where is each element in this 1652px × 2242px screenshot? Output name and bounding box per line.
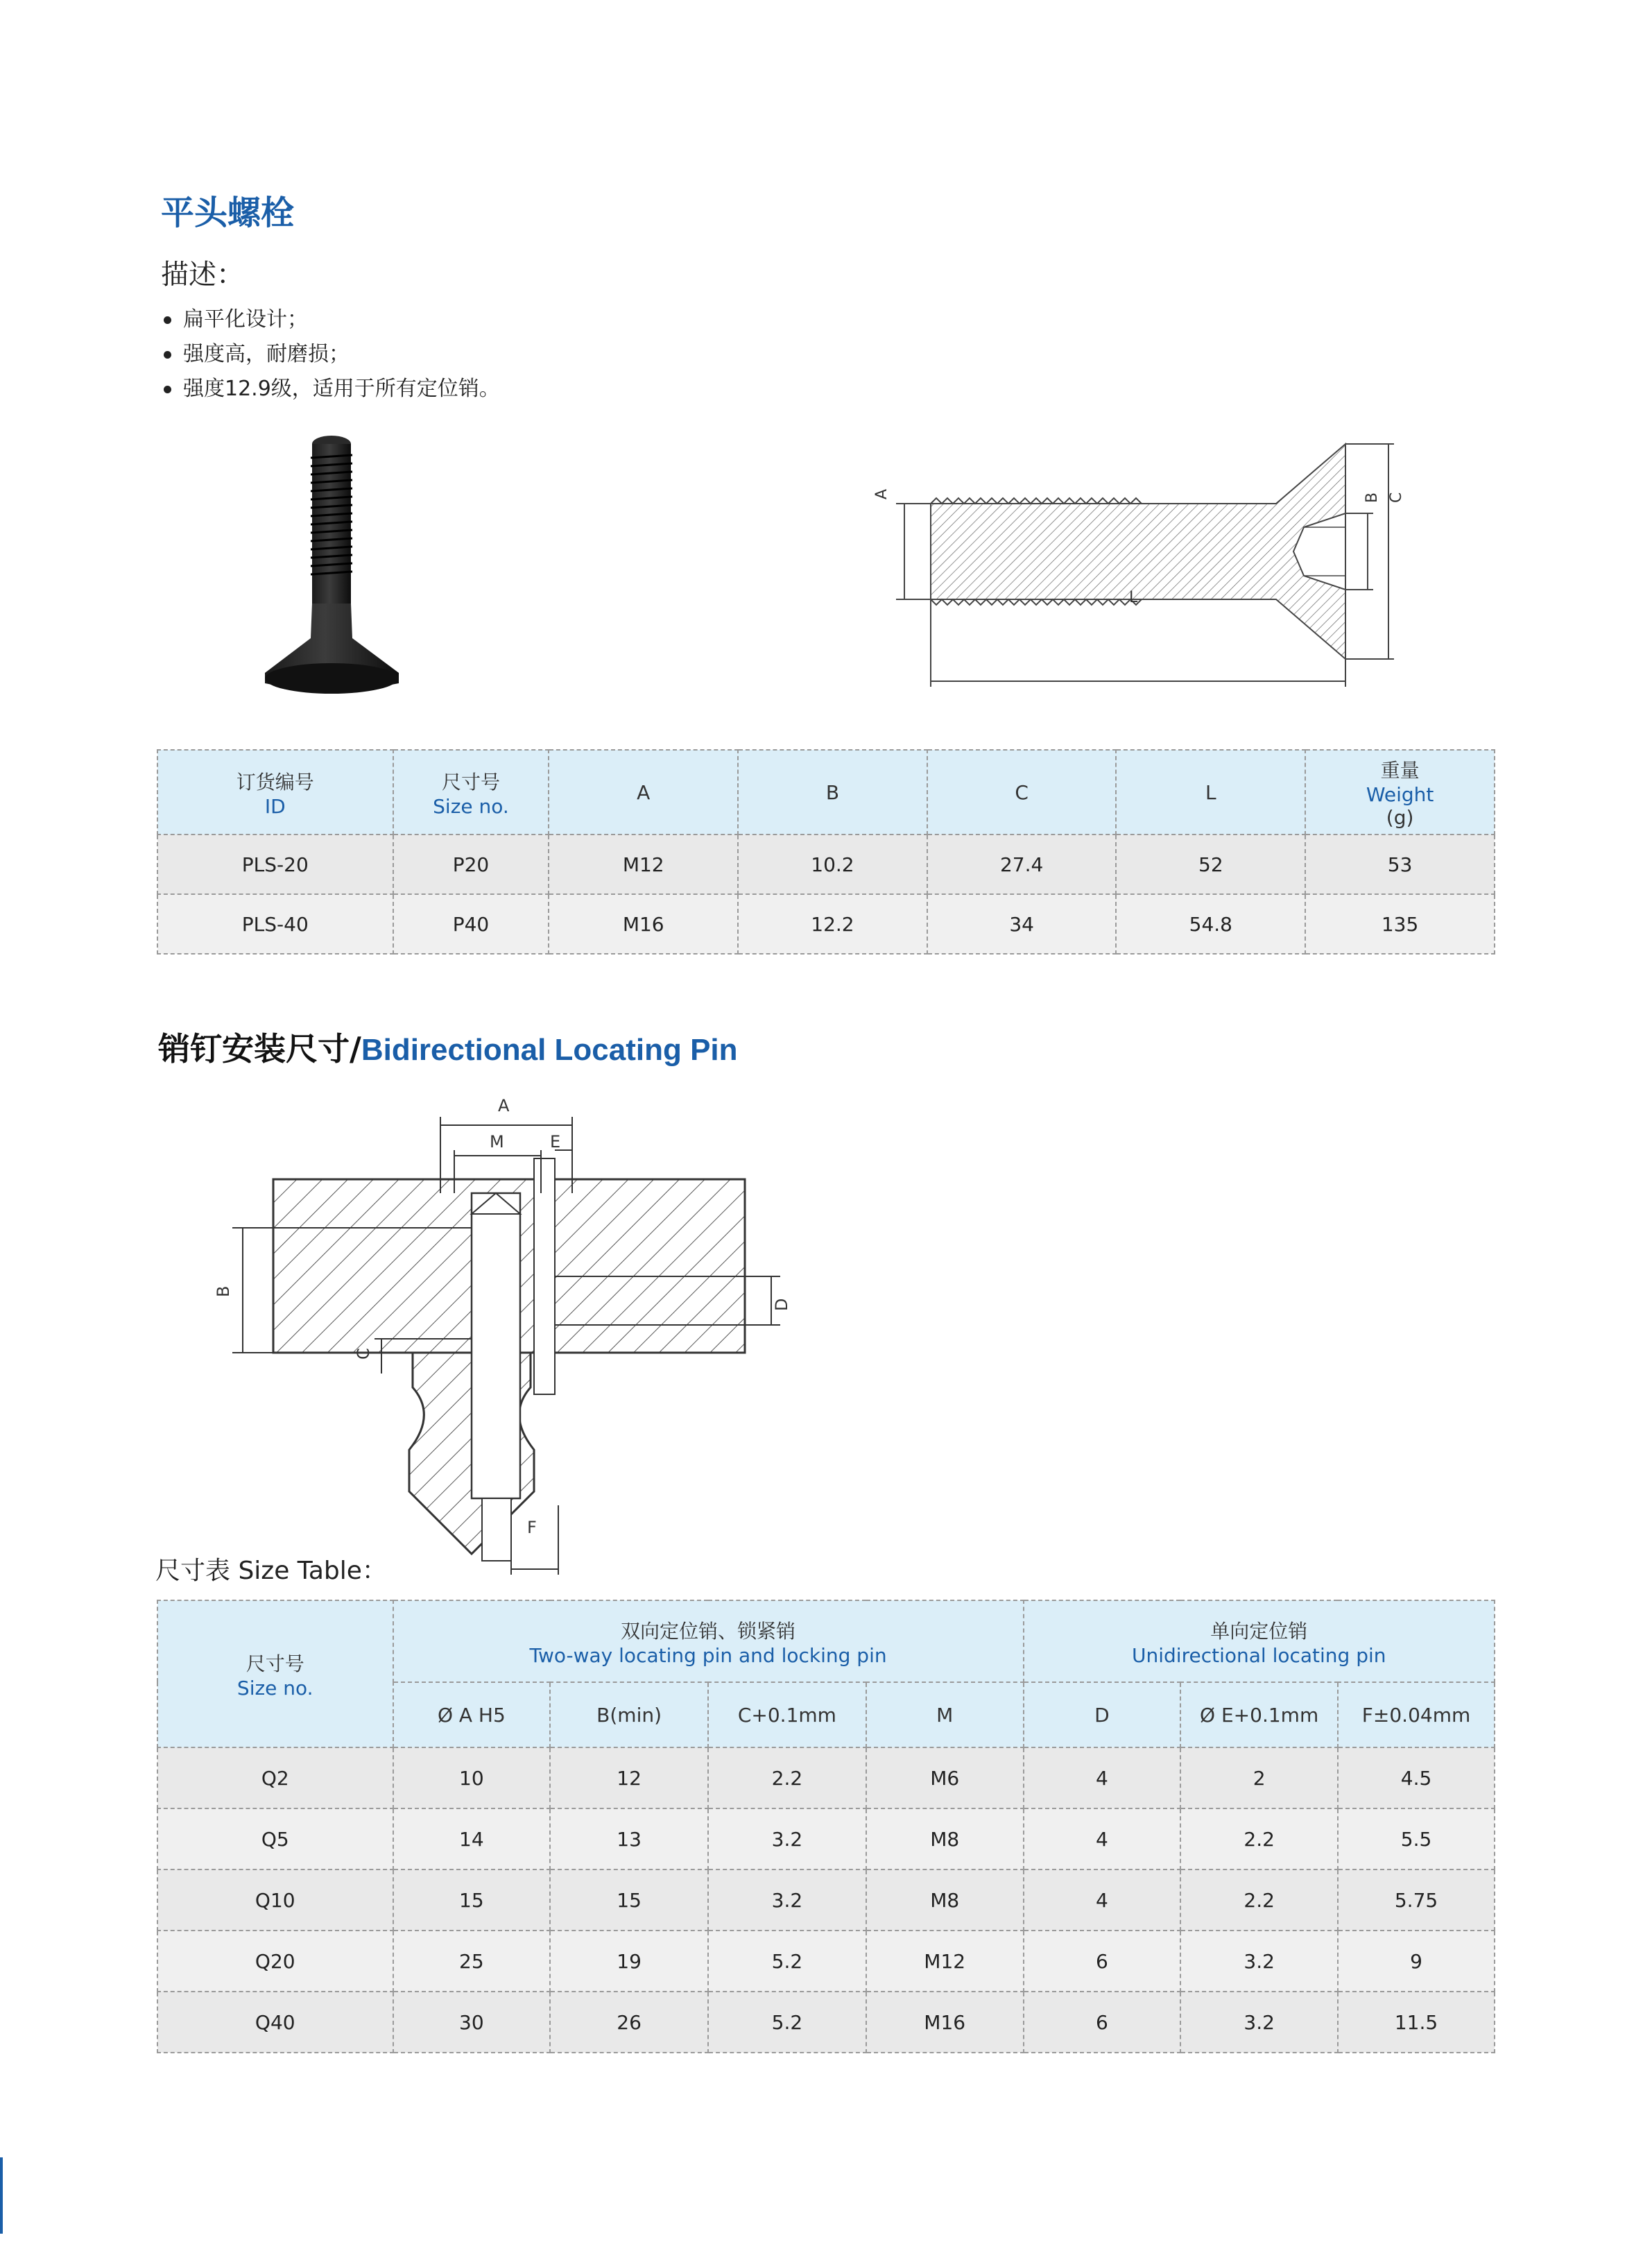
table-cell: Q10: [157, 1869, 393, 1931]
table-cell: M16: [866, 1992, 1024, 2053]
table-cell: 14: [393, 1808, 551, 1869]
header-cell: B: [738, 750, 927, 835]
header-cell: C: [927, 750, 1117, 835]
table-cell: Q2: [157, 1747, 393, 1808]
header-cell: 尺寸号 Size no.: [393, 750, 549, 835]
header-cell: B(min): [550, 1682, 708, 1747]
description-label: 描述：: [161, 259, 244, 291]
table-cell: M6: [866, 1747, 1024, 1808]
header-cell: 尺寸号 Size no.: [157, 1600, 393, 1747]
header-cell: L: [1116, 750, 1305, 835]
table-cell: 26: [550, 1992, 708, 2053]
header-group-cell: 双向定位销、锁紧销 Two-way locating pin and locking pin: [393, 1600, 1024, 1682]
table-cell: 53: [1305, 835, 1495, 894]
table-cell: 3.2: [1180, 1992, 1338, 2053]
feature-item: 强度高，耐磨损；: [161, 337, 500, 372]
table-cell: 6: [1024, 1931, 1181, 1992]
dim-f-label: F: [527, 1518, 537, 1537]
table-row: [157, 894, 1495, 954]
table-cell: PLS-40: [157, 894, 393, 954]
table-cell: 3.2: [708, 1808, 866, 1869]
bolt-photo: [250, 430, 416, 708]
table-cell: 34: [927, 894, 1117, 954]
dim-l-label: L: [1129, 589, 1138, 606]
section-title-en: Bidirectional Locating Pin: [361, 1033, 738, 1067]
table-row: [157, 1747, 1495, 1808]
table-cell: Q20: [157, 1931, 393, 1992]
table-cell: 5.5: [1338, 1808, 1495, 1869]
feature-item: 强度12.9级，适用于所有定位销。: [161, 372, 500, 407]
table-cell: 2: [1180, 1747, 1338, 1808]
table-cell: 2.2: [708, 1747, 866, 1808]
header-cell: 订货编号 ID: [157, 750, 393, 835]
dim-b-label: B: [214, 1285, 233, 1297]
table-cell: 6: [1024, 1992, 1181, 2053]
table-header-row: [157, 1600, 1495, 1682]
feature-list: [161, 302, 500, 407]
table-cell: M12: [549, 835, 738, 894]
table-cell: 15: [393, 1869, 551, 1931]
header-cell: C+0.1mm: [708, 1682, 866, 1747]
table-row: [157, 1808, 1495, 1869]
pin-installation-drawing: [208, 1089, 805, 1589]
table-cell: 135: [1305, 894, 1495, 954]
header-cell: Ø E+0.1mm: [1180, 1682, 1338, 1747]
section-title-zh: 销钉安装尺寸/: [158, 1030, 361, 1068]
table-row: [157, 1992, 1495, 2053]
table-cell: M8: [866, 1869, 1024, 1931]
feature-item: 扁平化设计；: [161, 302, 500, 337]
table-cell: 5.2: [708, 1992, 866, 2053]
table-cell: 54.8: [1116, 894, 1305, 954]
table-cell: 3.2: [708, 1869, 866, 1931]
table-cell: P20: [393, 835, 549, 894]
size-table-label: 尺寸表 Size Table：: [155, 1557, 387, 1585]
product-title: 平头螺栓: [161, 194, 295, 232]
header-cell: F±0.04mm: [1338, 1682, 1495, 1747]
table-cell: 15: [550, 1869, 708, 1931]
header-cell: 重量 Weight (g): [1305, 750, 1495, 835]
table-cell: M12: [866, 1931, 1024, 1992]
table-cell: PLS-20: [157, 835, 393, 894]
dim-b-label: B: [1363, 492, 1381, 503]
table-cell: M16: [549, 894, 738, 954]
table-cell: 3.2: [1180, 1931, 1338, 1992]
table-cell: 10.2: [738, 835, 927, 894]
table-cell: 2.2: [1180, 1869, 1338, 1931]
table-cell: 19: [550, 1931, 708, 1992]
dim-m-label: M: [490, 1132, 504, 1152]
table-cell: M8: [866, 1808, 1024, 1869]
table-cell: 27.4: [927, 835, 1117, 894]
table-cell: 4.5: [1338, 1747, 1495, 1808]
dim-e-label: E: [550, 1132, 561, 1152]
table-row: [157, 1931, 1495, 1992]
header-cell: M: [866, 1682, 1024, 1747]
dim-c-label: C: [1388, 492, 1405, 503]
size-table: [157, 1600, 1495, 2053]
table-cell: 11.5: [1338, 1992, 1495, 2053]
table-cell: 9: [1338, 1931, 1495, 1992]
header-cell: D: [1024, 1682, 1181, 1747]
table-cell: 12.2: [738, 894, 927, 954]
table-cell: Q40: [157, 1992, 393, 2053]
dim-c-label: C: [354, 1348, 373, 1360]
header-cell: Ø A H5: [393, 1682, 551, 1747]
table-cell: 2.2: [1180, 1808, 1338, 1869]
table-row: [157, 835, 1495, 894]
table-row: [157, 1869, 1495, 1931]
header-group-cell: 单向定位销 Unidirectional locating pin: [1024, 1600, 1495, 1682]
table-cell: 5.75: [1338, 1869, 1495, 1931]
table-cell: 10: [393, 1747, 551, 1808]
bolt-spec-table: [157, 749, 1495, 955]
table-cell: 25: [393, 1931, 551, 1992]
table-cell: 52: [1116, 835, 1305, 894]
section-title: [158, 1024, 738, 1070]
table-cell: 4: [1024, 1747, 1181, 1808]
table-cell: 4: [1024, 1869, 1181, 1931]
table-cell: 30: [393, 1992, 551, 2053]
page-edge-marker: [0, 2157, 3, 2234]
table-header-row: [157, 750, 1495, 835]
header-cell: A: [549, 750, 738, 835]
bolt-drawing: [860, 430, 1415, 694]
dim-d-label: D: [772, 1298, 791, 1311]
dim-a-label: A: [498, 1096, 510, 1115]
table-cell: 13: [550, 1808, 708, 1869]
table-cell: 5.2: [708, 1931, 866, 1992]
table-cell: 12: [550, 1747, 708, 1808]
table-cell: 4: [1024, 1808, 1181, 1869]
table-cell: P40: [393, 894, 549, 954]
dim-a-label: A: [873, 488, 890, 499]
table-cell: Q5: [157, 1808, 393, 1869]
